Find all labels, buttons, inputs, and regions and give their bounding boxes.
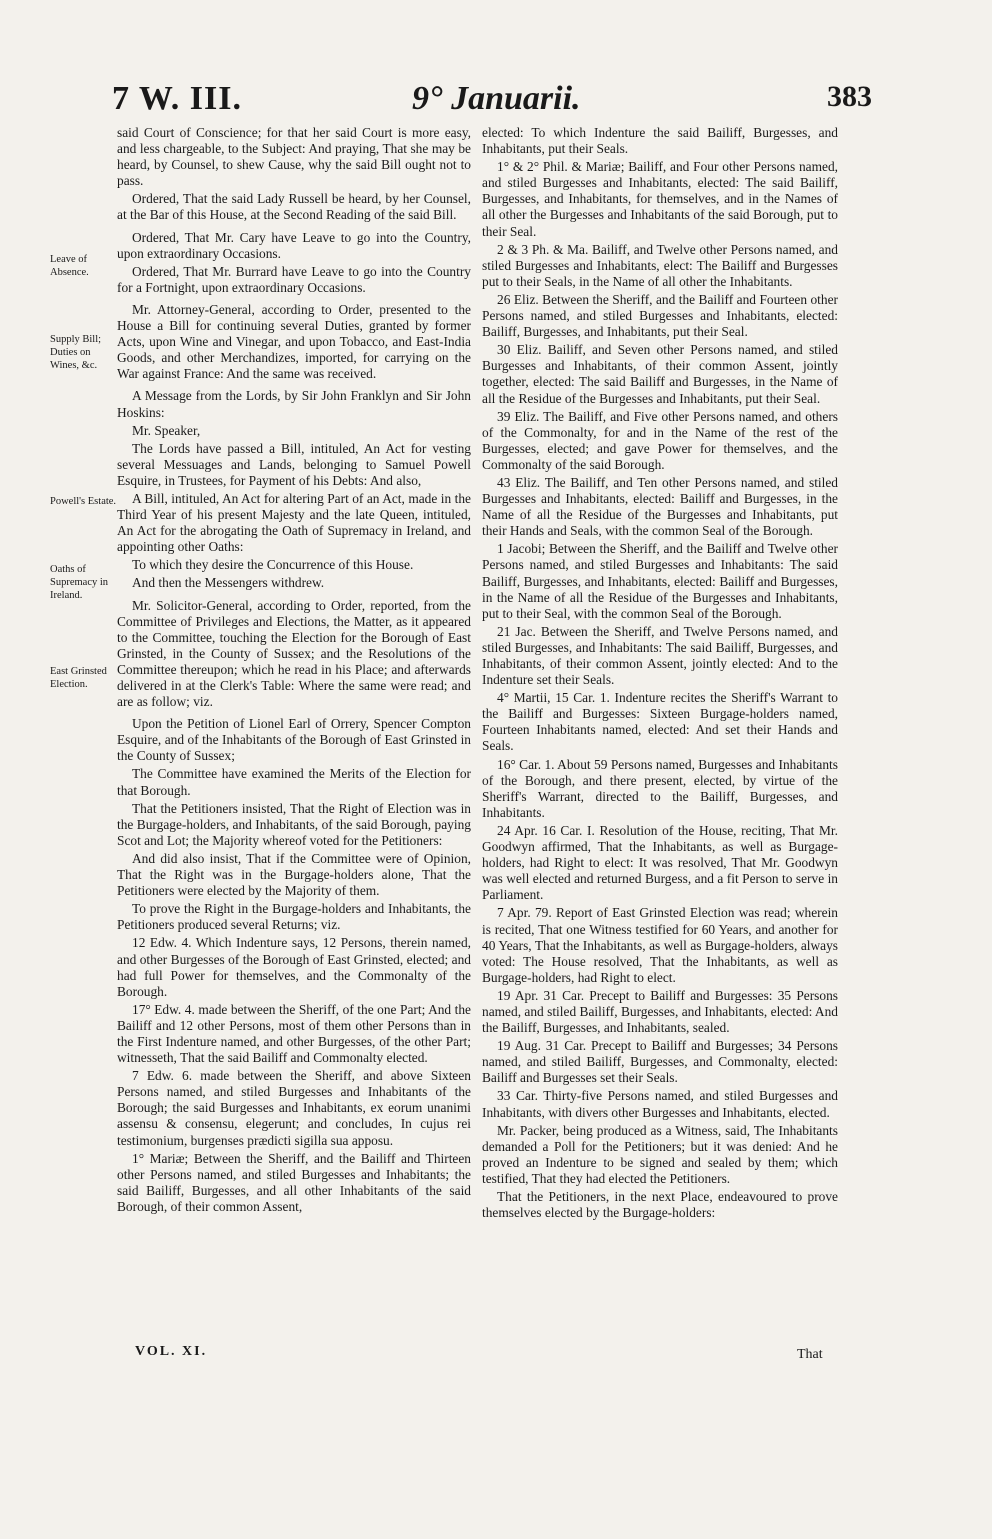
paragraph: Ordered, That Mr. Cary have Leave to go into the Country, upon extraordinary Occasions. <box>117 229 471 261</box>
page-date: 9° Januarii. <box>412 80 581 117</box>
paragraph: 7 Apr. 79. Report of East Grinsted Election was read; wherein is recited, That one Witness testified for 60 Years, and another for 40 Years, That the Inhabitants, as well as Burgage-holders, always voted: The House resolved, That the Inhabitants, as well as Burgage-holders, had Right to elect. <box>482 905 838 985</box>
paragraph: A Message from the Lords, by Sir John Franklyn and Sir John Hoskins: <box>117 388 471 420</box>
paragraph: 1° & 2° Phil. & Mariæ; Bailiff, and Four other Persons named, and stiled Burgesses and Inhabitants, elected: The said Bailiff, Burgesses, and Inhabitants, for themselves, and in the Names of all other the Burgesses and Inhabitants of the said Borough, put to their Seal. <box>482 159 838 239</box>
paragraph: 4° Martii, 15 Car. 1. Indenture recites the Sheriff's Warrant to the Bailiff and Burgesses: Sixteen Burgage-holders named, Fourteen Inhabitants named, elected: And set their Hands and Seals. <box>482 690 838 754</box>
paragraph: 1° Mariæ; Between the Sheriff, and the Bailiff and Thirteen other Persons named, and stiled Burgesses and Inhabitants; the said Bailiff, Burgesses, and all other Inhabitants of the said Borough, of their common Assent, <box>117 1150 471 1214</box>
paragraph: 19 Apr. 31 Car. Precept to Bailiff and Burgesses: 35 Persons named, and stiled Bailiff, Burgesses, and Inhabitants, elected: And the Bailiff, Burgesses, and Inhabitants, sealed. <box>482 987 838 1036</box>
left-column <box>117 125 471 1217</box>
volume-signature: VOL. XI. <box>135 1344 208 1359</box>
margin-note-oaths-of-supremacy: Oaths of Supremacy in Ireland. <box>50 564 109 601</box>
paragraph: Mr. Speaker, <box>132 422 201 438</box>
paragraph: 39 Eliz. The Bailiff, and Five other Persons named, and others of the Commonalty, for and in the Name of the rest of the Burgesses, elected; and gave Power for themselves, and the Commonalty of the said Borough. <box>482 408 838 472</box>
paragraph: 24 Apr. 16 Car. I. Resolution of the House, reciting, That Mr. Goodwyn affirmed, That the Inhabitants, as well as Burgage-holders, had Right to elect: It was resolved, That Mr. Goodwyn was well elected and returned Burgess, and a fit Person to serve in Parliament. <box>482 822 838 903</box>
paragraph: said Court of Conscience; for that her said Court is more easy, and less chargeable, to the Subject: And praying, That she may be heard, by Counsel, to shew Cause, why the said Bill ought not to pass. <box>117 125 471 189</box>
paragraph: Mr. Solicitor-General, according to Order, reported, from the Committee of Privileges and Elections, the Matter, as it appeared to the Committee, touching the Election for the Borough of East Grinsted, in the County of Sussex; and the Resolutions of the Committee thereupon; which he read in his Place; and afterwards delivered in at the Clerk's Table: Where the same were read; and are as follow; viz. <box>117 597 471 710</box>
paragraph: 16° Car. 1. About 59 Persons named, Burgesses and Inhabitants of the Borough, and there present, elected, by virtue of the Sheriff's Warrant, directed to the Bailiff, Burgesses, and Inhabitants. <box>482 756 838 820</box>
catchword: That <box>797 1347 823 1362</box>
paragraph: 2 & 3 Ph. & Ma. Bailiff, and Twelve other Persons named, and stiled Burgesses and Inhabitants, elect: The Bailiff and Burgesses put to their Seals, in the Name of all other the Inhabitants. <box>482 241 838 289</box>
margin-note-leave-of-absence: Leave of Absence. <box>50 254 89 278</box>
right-column <box>482 125 838 1223</box>
paragraph: 17° Edw. 4. made between the Sheriff, of the one Part; And the Bailiff and 12 other Persons, most of them other Persons than in the First Indenture named, and other Burgesses, of the other Part; witnesseth, That the said Bailiff and Commonalty elected. <box>117 1001 471 1066</box>
paragraph: Upon the Petition of Lionel Earl of Orrery, Spencer Compton Esquire, and of the Inhabitants of the Borough of East Grinsted in the County of Sussex; <box>117 716 471 764</box>
paragraph: 7 Edw. 6. made between the Sheriff, and above Sixteen Persons named, and stiled Burgesses and Inhabitants of the Borough; the said Burgesses and Inhabitants, ex eorum unanimi assensu & consensu, elegerunt; and concludes, In cujus rei testimonium, burgenses prædicti sigilla sua apposu. <box>117 1068 471 1148</box>
paragraph: 21 Jac. Between the Sheriff, and Twelve Persons named, and stiled Burgesses, and Inhabitants: The said Bailiff, Burgesses, and Inhabitants, of their common Assent, jointly elected: And to the Indenture set their Seals. <box>482 623 838 688</box>
paragraph: That the Petitioners insisted, That the Right of Election was in the Burgage-holders, and Inhabitants, of the said Borough, paying Scot and Lot; the Majority whereof voted for the Petitioners: <box>117 800 471 848</box>
margin-note-east-grinsted-election: East Grinsted Election. <box>50 666 107 690</box>
regnal-year: 7 W. III. <box>112 80 242 117</box>
paragraph: Mr. Packer, being produced as a Witness, said, The Inhabitants demanded a Poll for the Petitioners; but it was denied: And he proved an Indenture to be signed and sealed by them; which testified, That they had elected the Petitioners. <box>482 1122 838 1186</box>
paragraph: 33 Car. Thirty-five Persons named, and stiled Burgesses and Inhabitants, with divers other Burgesses and Inhabitants, elected. <box>482 1088 838 1120</box>
paragraph: The Committee have examined the Merits of the Election for that Borough. <box>117 766 471 798</box>
paragraph: A Bill, intituled, An Act for altering Part of an Act, made in the Third Year of his present Majesty and the late Queen, intituled, An Act for the abrogating the Oath of Supremacy in Ireland, and appointing other Oaths: <box>117 490 471 555</box>
paragraph: To prove the Right in the Burgage-holders and Inhabitants, the Petitioners produced several Returns; viz. <box>117 901 471 933</box>
paragraph: Mr. Attorney-General, according to Order, presented to the House a Bill for continuing several Duties, granted by former Acts, upon Wine and Vinegar, and upon Tobacco, and East-India Goods, and other Merchandizes, imported, for carrying on the War against France: And the same was received. <box>117 301 471 382</box>
paragraph: And did also insist, That if the Committee were of Opinion, That the Right was in the Burgage-holders alone, That the Petitioners were elected by the Majority of them. <box>117 850 471 899</box>
paragraph: 30 Eliz. Bailiff, and Seven other Persons named, and stiled Burgesses and Inhabitants, of their common Assent, jointly together, elected: The said Bailiff and Burgesses, in the Name of all the Residue of the Burgesses and Inhabitants, put their Seal. <box>482 342 838 406</box>
paragraph: 12 Edw. 4. Which Indenture says, 12 Persons, therein named, and other Burgesses of the Borough of East Grinsted, elected; and had full Power for themselves, and the Commonalty of the Borough. <box>117 935 471 999</box>
paragraph: 19 Aug. 31 Car. Precept to Bailiff and Burgesses; 34 Persons named, and stiled Bailiff, Burgesses, and Commonalty, elected: Bailiff and Burgesses set their Seals. <box>482 1038 838 1086</box>
margin-note-powells-estate: Powell's Estate. <box>50 496 117 507</box>
paragraph: And then the Messengers withdrew. <box>132 575 325 591</box>
paragraph: Ordered, That the said Lady Russell be heard, by her Counsel, at the Bar of this House, at the Second Reading of the said Bill. <box>117 191 471 223</box>
paragraph: The Lords have passed a Bill, intituled, An Act for vesting several Messuages and Lands, belonging to Samuel Powell Esquire, in Trustees, for Payment of his Debts: And also, <box>117 440 471 488</box>
paragraph: Ordered, That Mr. Burrard have Leave to go into the Country for a Fortnight, upon extraordinary Occasions. <box>117 263 471 295</box>
page-header <box>112 80 872 130</box>
paragraph: 43 Eliz. The Bailiff, and Ten other Persons named, and stiled Burgesses and Inhabitants, elected: Bailiff and Burgesses, in the Name of all the Residue of the Burgesses and Inhabitants, put their Hands and Seals, with the common Seal of the Borough. <box>482 474 838 539</box>
paragraph: 26 Eliz. Between the Sheriff, and the Bailiff and Fourteen other Persons named, and stiled Burgesses and Inhabitants, elected: Bailiff, Burgesses, and Inhabitants, put their Seal. <box>482 291 838 340</box>
margin-note-supply-bill: Supply Bill; Duties on Wines, &c. <box>50 334 102 371</box>
paragraph: 1 Jacobi; Between the Sheriff, and the Bailiff and Twelve other Persons named, and stiled Burgesses and Inhabitants: The said Bailiff, Burgesses, and Inhabitants, elected: Bailiff and Burgesses, in the Name of all the Residue of the Burgesses and Inhabitants, put to their Seal, with the common Seal of the Borough. <box>482 541 838 621</box>
paragraph: To which they desire the Concurrence of this House. <box>132 557 414 573</box>
paragraph: That the Petitioners, in the next Place, endeavoured to prove themselves elected by the Burgage-holders: <box>482 1189 838 1221</box>
page-number: 383 <box>827 80 872 113</box>
paragraph: elected: To which Indenture the said Bailiff, Burgesses, and Inhabitants, put their Seals. <box>482 125 838 157</box>
